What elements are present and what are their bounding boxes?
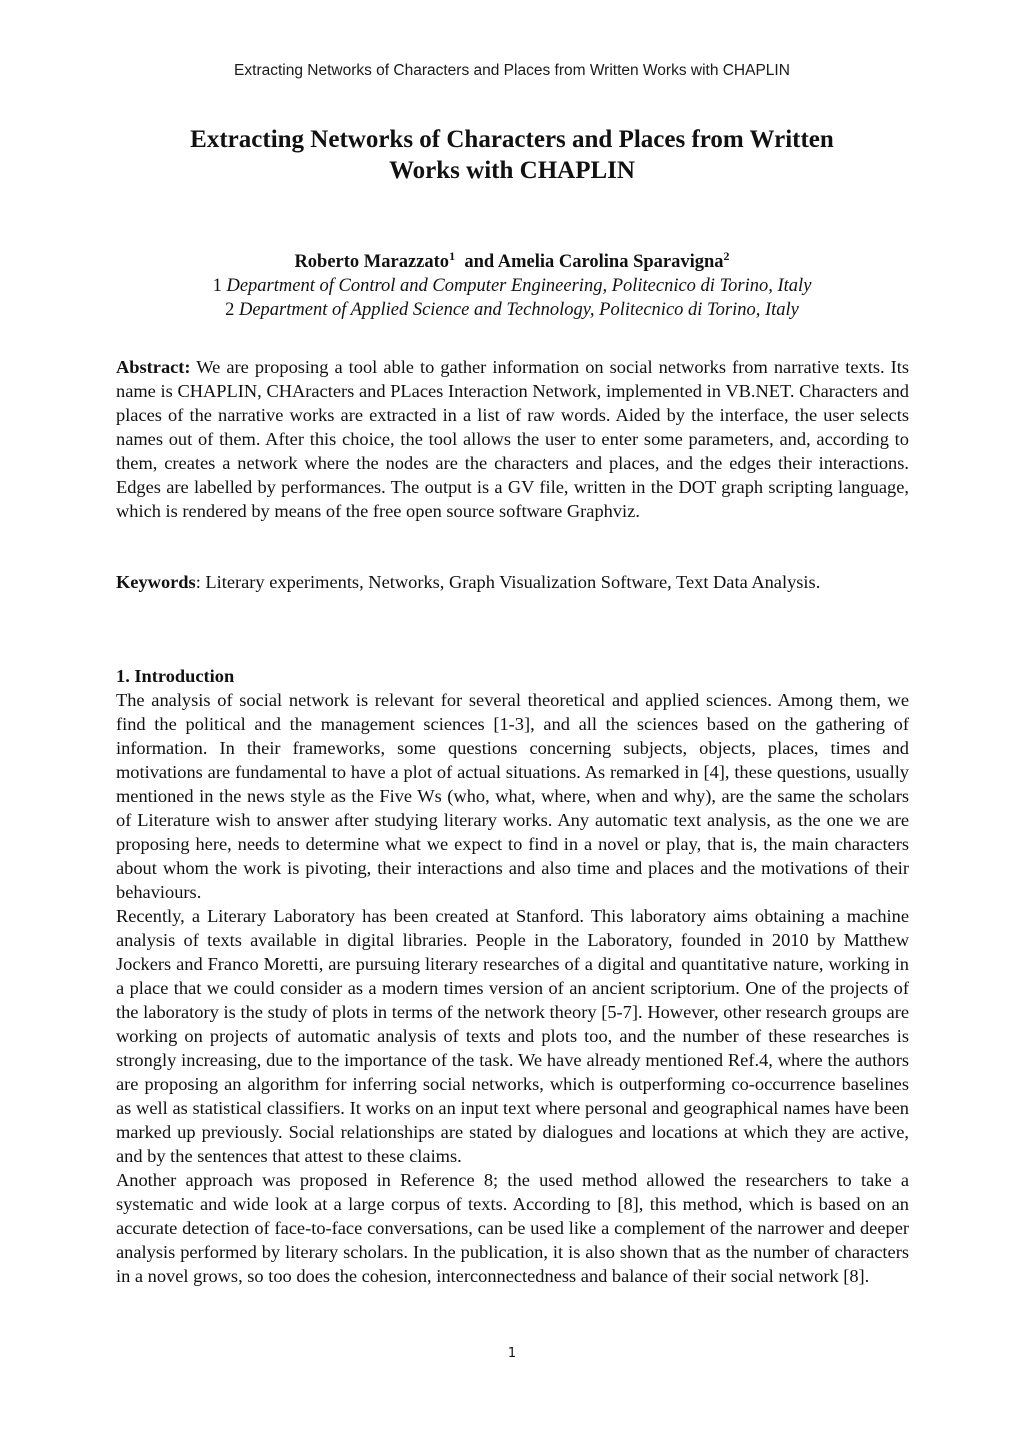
introduction-section bbox=[116, 664, 909, 1288]
author-names bbox=[110, 250, 914, 274]
abstract-text: We are proposing a tool able to gather information on social networks from narrative texts. Its name is CHAPLIN, CHAracters and PLaces Interaction Network, implemented in VB.NET. Characters and places of the narrative works are extracted in a list of raw words. Aided by the interface, the user selects names out of them. After this choice, the tool allows the user to enter some parameters, and, according to them, creates a network where the nodes are the characters and places, and the edges their interactions. Edges are labelled by performances. The output is a GV file, written in the DOT graph scripting language, which is rendered by means of the free open source software Graphviz. bbox=[116, 357, 910, 521]
author-2-affiliation-mark: 2 bbox=[723, 249, 730, 263]
title-line-1: Extracting Networks of Characters and Places from Written bbox=[190, 126, 834, 153]
paper-title bbox=[120, 124, 904, 186]
affiliation-text: Department of Applied Science and Technology, Politecnico di Torino, Italy bbox=[238, 300, 799, 320]
keywords-label: Keywords bbox=[116, 572, 196, 592]
abstract bbox=[116, 355, 909, 523]
paragraph: Recently, a Literary Laboratory has been created at Stanford. This laboratory aims obtaining a machine analysis of texts available in digital libraries. People in the Laboratory, founded in 2010 by Matthew Jockers and Franco Moretti, are pursuing literary researches of a digital and quantitative nature, working in a place that we could consider as a modern times version of an ancient scriptorium. One of the projects of the laboratory is the study of plots in terms of the network theory [5-7]. However, other research groups are working on projects of automatic analysis of texts and plots too, and the number of these researches is strongly increasing, due to the importance of the task. We have already mentioned Ref.4, where the authors are proposing an algorithm for inferring social networks, which is outperforming co-occurrence baselines as well as statistical classifiers. It works on an input text where personal and geographical names have been marked up previously. Social relationships are stated by dialogues and locations at which they are active, and by the sentences that attest to these claims. bbox=[116, 906, 909, 1166]
affiliation-1 bbox=[110, 274, 914, 298]
paragraph: Another approach was proposed in Reference 8; the used method allowed the researchers to take a systematic and wide look at a large corpus of texts. According to [8], this method, which is based on an accurate detection of face-to-face conversations, can be used like a complement of the narrower and deeper analysis performed by literary scholars. In the publication, it is also shown that as the number of characters in a novel grows, so too does the cohesion, interconnectedness and balance of their social network [8]. bbox=[116, 1170, 909, 1286]
title-line-2: Works with CHAPLIN bbox=[389, 157, 635, 184]
author-2: Amelia Carolina Sparavigna bbox=[497, 252, 724, 272]
author-block bbox=[110, 250, 914, 322]
keywords-text: : Literary experiments, Networks, Graph Visualization Software, Text Data Analysis. bbox=[195, 572, 821, 592]
author-1-affiliation-mark: 1 bbox=[449, 249, 456, 263]
author-1: Roberto Marazzato bbox=[294, 252, 450, 272]
running-header: Extracting Networks of Characters and Places from Written Works with CHAPLIN bbox=[234, 62, 790, 79]
page-number: 1 bbox=[507, 1346, 517, 1361]
paragraph: The analysis of social network is relevant for several theoretical and applied sciences. Among them, we find the political and the management sciences [1-3], and all the sciences based on the gathering of information. In their frameworks, some questions concerning subjects, objects, places, times and motivations are fundamental to have a plot of actual situations. As remarked in [4], these questions, usually mentioned in the news style as the Five Ws (who, what, where, when and why), are the same the scholars of Literature wish to answer after studying literary works. Any automatic text analysis, as the one we are proposing here, needs to determine what we expect to find in a novel or play, that is, the main characters about whom the work is pivoting, their interactions and also time and places and the motivations of their behaviours. bbox=[116, 690, 909, 902]
affiliation-number: 1 bbox=[212, 276, 222, 296]
keywords bbox=[116, 570, 909, 594]
abstract-label: Abstract: bbox=[116, 357, 191, 377]
affiliation-2 bbox=[110, 298, 914, 322]
affiliation-number: 2 bbox=[225, 300, 235, 320]
section-heading: 1. Introduction bbox=[116, 666, 235, 686]
author-conjunction: and bbox=[464, 252, 495, 272]
affiliation-text: Department of Control and Computer Engineering, Politecnico di Torino, Italy bbox=[226, 276, 812, 296]
